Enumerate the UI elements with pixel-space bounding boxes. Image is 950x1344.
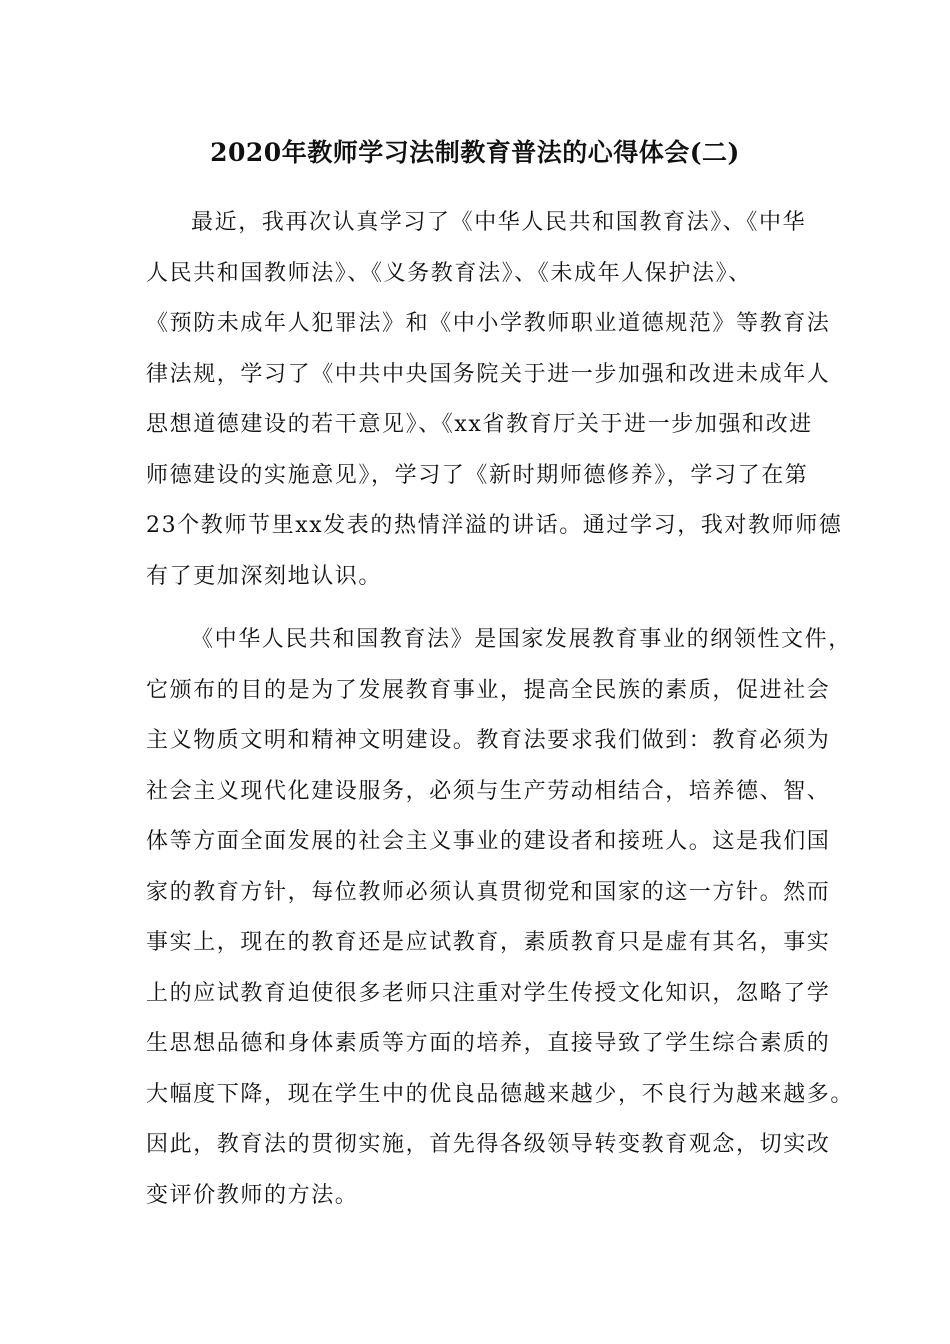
paragraph-line: 事实上，现在的教育还是应试教育，素质教育只是虚有其名，事实 <box>146 930 831 955</box>
paragraph-line: 律法规，学习了《中共中央国务院关于进一步加强和改进未成年人 <box>146 361 831 387</box>
document-title: 2020年教师学习法制教育普法的心得体会(二) <box>210 138 740 167</box>
paragraph-line: 生思想品德和身体素质等方面的培养，直接导致了学生综合素质的 <box>146 1031 831 1056</box>
paragraph-line: 因此，教育法的贯彻实施，首先得各级领导转变教育观念，切实改 <box>146 1132 831 1157</box>
paragraph-line: 《中华人民共和国教育法》是国家发展教育事业的纲领性文件， <box>191 627 852 652</box>
paragraph-line: 有了更加深刻地认识。 <box>146 563 383 589</box>
paragraph-line: 变评价教师的方法。 <box>146 1182 359 1208</box>
paragraph-2 <box>146 615 855 1221</box>
paragraph-line: 人民共和国教师法》、《义务教育法》、《未成年人保护法》、 <box>146 260 752 286</box>
paragraph-line: 主义物质文明和精神文明建设。教育法要求我们做到：教育必须为 <box>146 728 831 753</box>
paragraph-line: 它颁布的目的是为了发展教育事业，提高全民族的素质，促进社会 <box>146 677 831 703</box>
paragraph-line: 体等方面全面发展的社会主义事业的建设者和接班人。这是我们国 <box>146 829 831 854</box>
paragraph-line: 大幅度下降，现在学生中的优良品德越来越少，不良行为越来越多。 <box>146 1081 855 1107</box>
paragraph-line: 上的应试教育迫使很多老师只注重对学生传授文化知识，忽略了学 <box>146 980 831 1006</box>
paragraph-line: 家的教育方针，每位教师必须认真贯彻党和国家的这一方针。然而 <box>146 879 831 905</box>
paragraph-line: 师德建设的实施意见》，学习了《新时期师德修养》，学习了在第 <box>146 462 809 488</box>
paragraph-line: 最近，我再次认真学习了《中华人民共和国教育法》、《中华 <box>191 210 807 235</box>
paragraph-line: 23个教师节里xx发表的热情洋溢的讲话。通过学习，我对教师师德 <box>146 513 843 538</box>
paragraph-1 <box>146 198 843 602</box>
paragraph-line: 思想道德建设的若干意见》、《xx省教育厅关于进一步加强和改进 <box>146 412 813 437</box>
paragraph-line: 社会主义现代化建设服务，必须与生产劳动相结合，培养德、智、 <box>146 778 831 804</box>
paragraph-line: 《预防未成年人犯罪法》和《中小学教师职业道德规范》等教育法 <box>146 311 831 336</box>
